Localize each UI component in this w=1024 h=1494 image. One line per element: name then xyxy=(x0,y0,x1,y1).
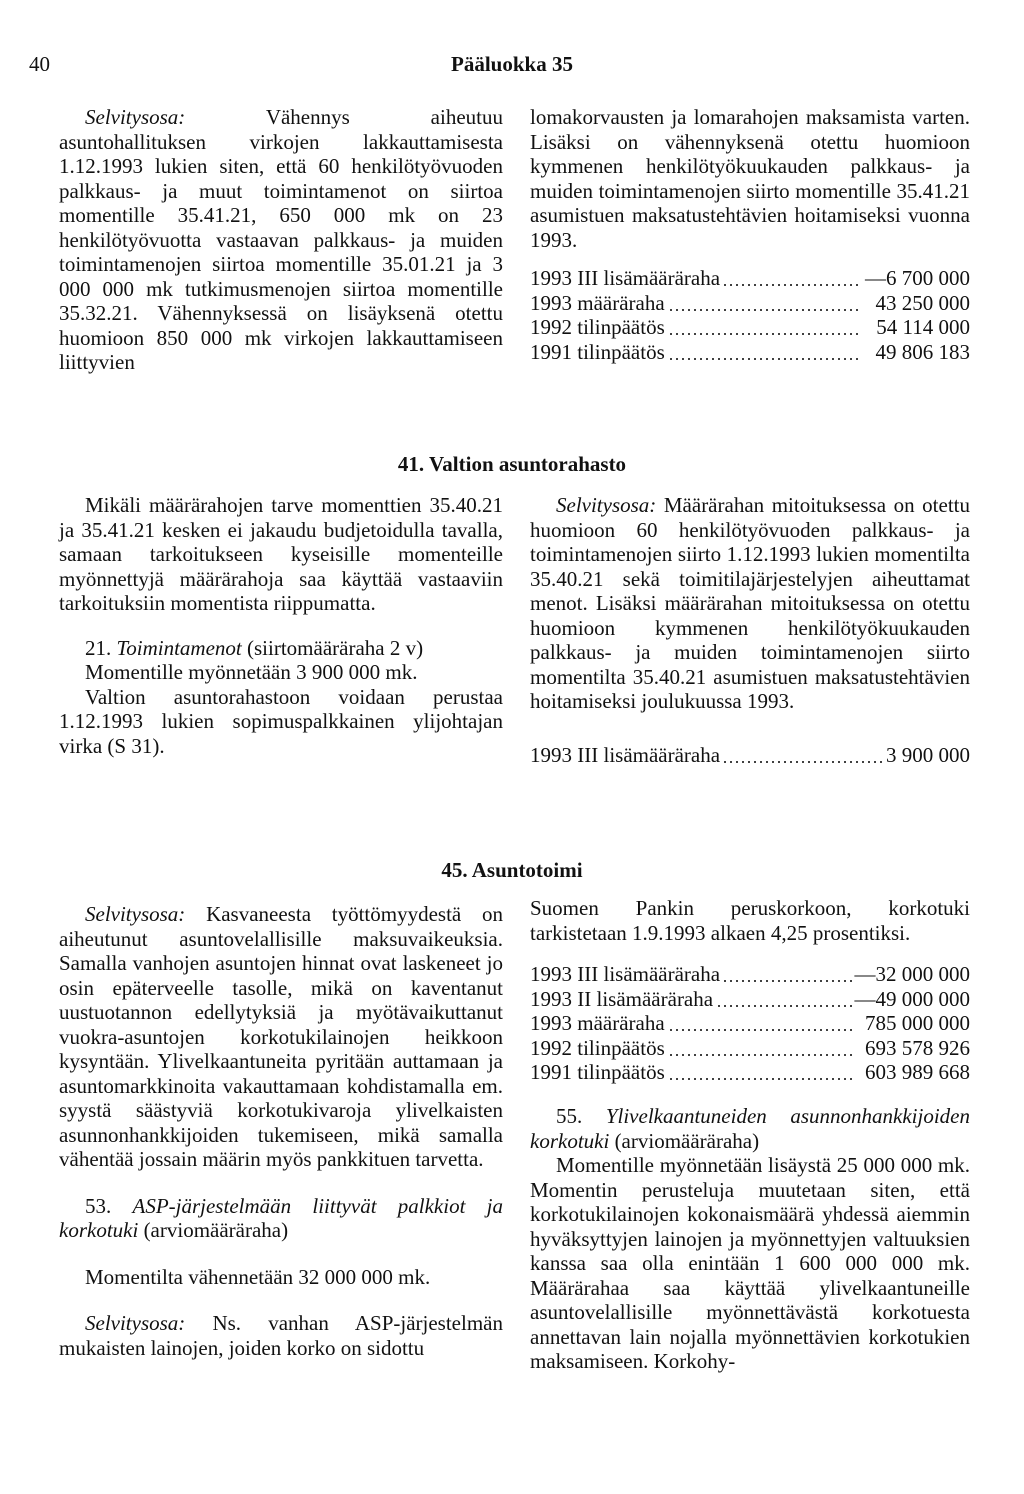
s45-right-lower xyxy=(530,1104,970,1374)
s41-paragraph-3: Momentille myönnetään 3 900 000 mk. xyxy=(85,660,418,684)
budget-row: 1992 tilinpäätös 693 578 926 xyxy=(530,1035,970,1060)
budget-row: 1993 III lisämääräraha —6 700 000 xyxy=(530,266,970,290)
s41-paragraph-4: Valtion asuntorahastoon voidaan perustaa 1.12.1993 lukien sopimuspalkkainen ylijohtajan virka (S 31). xyxy=(59,684,503,758)
s45-budget-table xyxy=(530,962,970,1085)
selvitysosa-label: Selvitysosa: xyxy=(85,105,186,129)
section-45-left-column xyxy=(59,902,503,1360)
section-41-right-column xyxy=(530,493,970,714)
s41-paragraph-1: Mikäli määrärahojen tarve momenttien 35.40.21 ja 35.41.21 kesken ei jakaudu budjetoidulla tavalla, samaan tarkoitukseen kyseisille momenteille myönnettyjä määrärahoja saa käyttää vastaaviin tarkoituksiin momentista riippumatta. xyxy=(59,493,503,615)
budget-row: 1993 II lisämääräraha —49 000 000 xyxy=(530,986,970,1011)
s41-budget-table xyxy=(530,743,970,768)
s41-explanation: Selvitysosa: Määrärahan mitoituksessa on otettu huomioon 60 henkilötyövuoden palkkaus- ja toimintamenojen siirto 1.12.1993 lukien momentilta 35.40.21 sekä toimitilajärjestelyjen aiheuttamat menot. Lisäksi määrärahan mitoituksessa on otettu huomioon kymmenen henkilötyökuukauden palkkaus- ja muiden toimintamenojen siirto momentilta 35.40.21 asumistuen maksatustehtävien hoitamiseksi joulukuussa 1993. xyxy=(530,493,970,713)
budget-row: 1992 tilinpäätös 54 114 000 xyxy=(530,315,970,339)
section-45-right-column xyxy=(530,896,970,945)
page-title: Pääluokka 35 xyxy=(451,52,573,76)
intro-left-column xyxy=(59,105,503,375)
budget-row: 1993 III lisämääräraha —32 000 000 xyxy=(530,962,970,986)
s45-paragraph-3: Momentilta vähennetään 32 000 000 mk. xyxy=(85,1264,431,1289)
budget-row: 1993 III lisämääräraha 3 900 000 xyxy=(530,743,970,767)
s45-item-55-text: Momentille myönnetään lisäystä 25 000 000 mk. Momentin perusteluja muutetaan siten, että korkotukilainojen kokonaismäärä yhdessä aiemmin hyväksyttyjen lainojen ja myönnettyjen valtuuksien kanssa saa olla enintään 1 600 000 000 mk. Määrärahaa saa käyttää ylivelkaantuneille asuntovelallisille myönnettävästä korkotuesta annettavan lain nojalla myönnettävien korkotukien maksamiseen. Korkohy- xyxy=(530,1153,970,1373)
intro-budget-table xyxy=(530,266,970,364)
s45-item-53: 53. ASP-järjestelmään liittyvät palkkiot ja korkotuki (arviomääräraha) xyxy=(59,1193,503,1242)
section-41-left-column xyxy=(59,493,503,758)
s45-paragraph-4: Selvitysosa: Ns. vanhan ASP-järjestelmän mukaisten lainojen, joiden korko on sidottu xyxy=(59,1311,503,1360)
intro-continuation: lomakorvausten ja lomarahojen maksamista varten. Lisäksi on vähennyksenä otettu huomioon kymmenen henkilötyökuukauden palkkaus- ja muiden toimintamenojen siirto momentille 35.41.21 asumistuen maksatustehtävien hoitamiseksi vuonna 1993. xyxy=(530,105,970,252)
s45-continuation: Suomen Pankin peruskorkoon, korkotuki tarkistetaan 1.9.1993 alkaen 4,25 prosentiksi. xyxy=(530,896,970,945)
section-45-heading: 45. Asuntotoimi xyxy=(441,858,583,882)
budget-row: 1991 tilinpäätös 603 989 668 xyxy=(530,1060,970,1084)
budget-row: 1993 määräraha 785 000 000 xyxy=(530,1011,970,1035)
intro-right-column xyxy=(530,105,970,252)
s45-item-55: 55. Ylivelkaantuneiden asunnonhankkijoiden korkotuki (arviomääräraha) xyxy=(530,1104,970,1153)
s45-explanation: Selvitysosa: Kasvaneesta työttömyydestä on aiheutunut asuntovelallisille maksuvaikeuksia. Samalla vanhojen asuntojen hinnat ovat laskeneet jo osin epäterveelle tasolle, mikä on kaventanut uustuotannon edellytyksiä ja myötävaikuttanut vuokra-asuntojen korkotukilainojen heikkoon kysyntään. Ylivelkaantuneita pyritään auttamaan ja asuntomarkkinoita vakauttamaan kohdistamalla em. syystä säästyviä korkotukivaroja ylivelkaisten asunnonhankkijoiden tukemiseen, mikä samalla vähentää jossain määrin myös pankkituen tarvetta. xyxy=(59,902,503,1171)
intro-explanation: Selvitysosa: Vähennys aiheutuu asuntohallituksen virkojen lakkauttamisesta 1.12.1993 lukien siten, että 60 henkilötyövuoden palkkaus- ja muut toimintamenot on siirtoa momentille 35.41.21, 650 000 mk on 23 henkilötyövuotta vastaavan palkkaus- ja muiden toimintamenojen siirtoa momentille 35.01.21 ja 3 000 000 mk tutkimusmenojen siirtoa momentille 35.32.21. Vähennyksessä on lisäyksenä otettu huomioon 850 000 mk virkojen lakkauttamiseen liittyvien xyxy=(59,105,503,374)
page-number: 40 xyxy=(29,52,50,76)
s41-item-21: 21. Toimintamenot (siirtomääräraha 2 v) xyxy=(85,635,424,660)
budget-row: 1991 tilinpäätös 49 806 183 xyxy=(530,339,970,364)
section-41-heading: 41. Valtion asuntorahasto xyxy=(397,452,627,476)
budget-row: 1993 määräraha 43 250 000 xyxy=(530,290,970,315)
